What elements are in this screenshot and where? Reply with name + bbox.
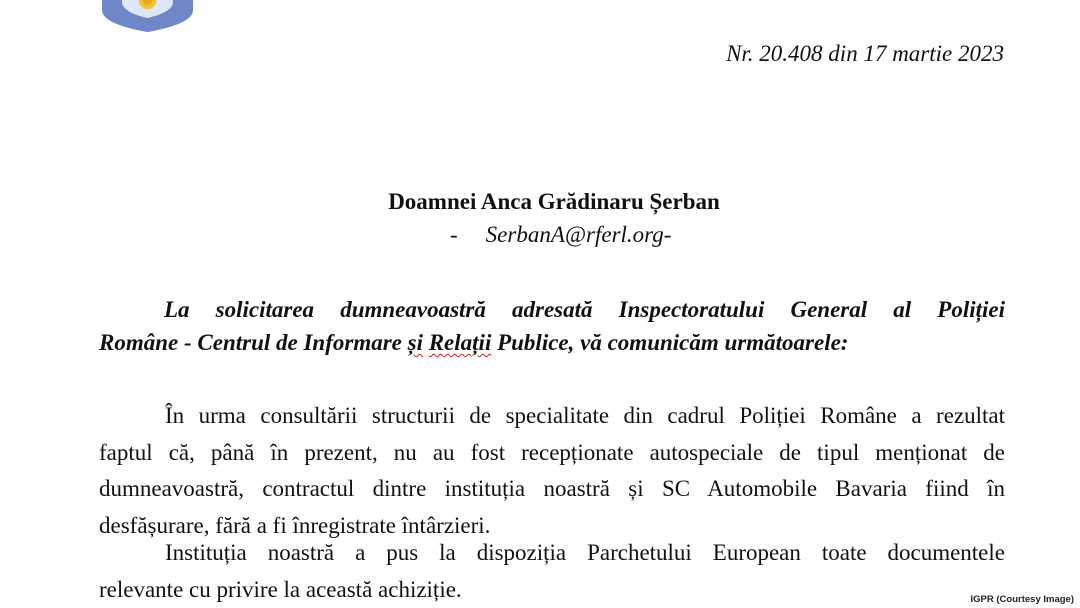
document-number-date: Nr. 20.408 din 17 martie 2023 (726, 41, 1004, 66)
body-paragraph-2 (99, 535, 1005, 608)
recipient-email: SerbanA@rferl.org- (485, 222, 672, 247)
intro-text-segment: Române - Centrul de Informare (99, 330, 408, 355)
list-dash: - (450, 222, 458, 247)
intro-paragraph (99, 293, 1005, 359)
recipient-name: Doamnei Anca Grădinaru Șerban (388, 189, 720, 214)
intro-line-1: La solicitarea dumneavoastră adresată Inspectoratului General al Poliției (164, 297, 1005, 322)
paragraph-line: relevante cu privire la această achiziție. (99, 576, 462, 602)
paragraph-line: faptul că, până în prezent, nu au fost recepționate autospeciale de tipul menționat de (99, 439, 1005, 465)
paragraph-line: dumneavoastră, contractul dintre instituția noastră și SC Automobile Bavaria fiind în (99, 476, 1005, 501)
paragraph-line: desfășurare, fără a fi înregistrate întârzieri. (99, 512, 491, 538)
body-paragraph-1 (99, 398, 1005, 544)
police-emblem-logo (100, 0, 195, 32)
intro-text-segment: Publice, vă comunicăm următoarele: (491, 330, 849, 355)
spellcheck-flagged-word: și (407, 330, 423, 355)
image-credit: IGPR (Courtesy Image) (963, 592, 1080, 608)
intro-line-2 (99, 326, 1005, 359)
paragraph-line: În urma consultării structurii de specialitate din cadrul Poliției Române a rezultat (165, 403, 1005, 428)
recipient-email-line (450, 222, 671, 248)
paragraph-line: Instituția noastră a pus la dispoziția Parchetului European toate documentele (165, 540, 1005, 565)
spellcheck-flagged-word: Relații (428, 330, 492, 355)
